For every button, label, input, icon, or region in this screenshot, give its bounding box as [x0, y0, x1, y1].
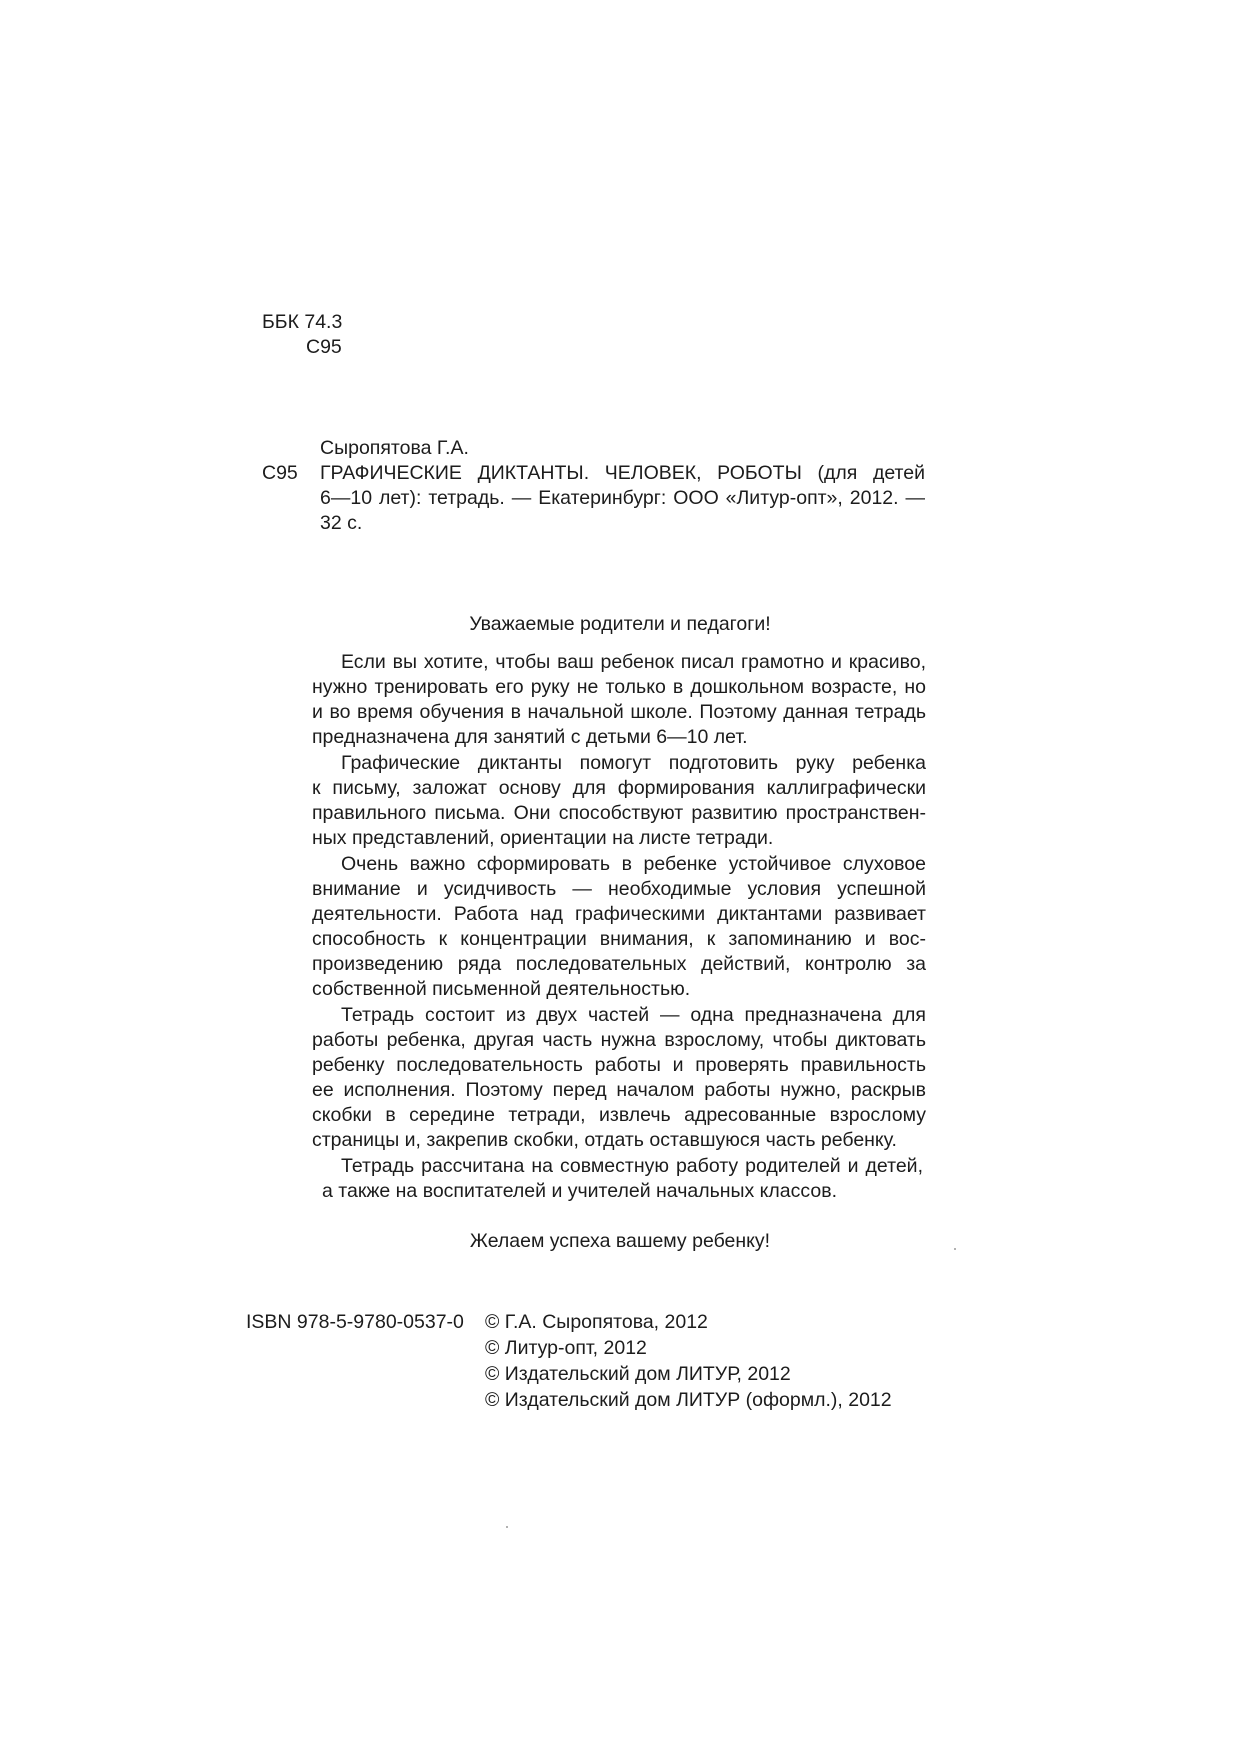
intro-line: собственной письменной деятельностью. — [312, 978, 691, 1000]
scan-speck — [506, 1526, 508, 1528]
intro-line: и во время обучения в начальной школе. Поэтому данная тетрадь — [312, 701, 926, 723]
intro-line: правильного письма. Они способствуют развитию пространствен- — [312, 802, 926, 824]
intro-line: нужно тренировать его руку не только в дошкольном возрасте, но — [312, 676, 926, 698]
catalog-author: Сыропятова Г.А. — [320, 437, 469, 459]
copyright-line: © Издательский дом ЛИТУР, 2012 — [485, 1363, 791, 1385]
intro-line: Графические диктанты помогут подготовить руку ребенка — [341, 752, 926, 774]
intro-line: Очень важно сформировать в ребенке устойчивое слуховое — [341, 853, 926, 875]
copyright-line: © Литур-опт, 2012 — [485, 1337, 647, 1359]
scan-speck — [954, 1248, 956, 1250]
intro-line: Тетрадь рассчитана на совместную работу родителей и детей, — [341, 1155, 923, 1177]
intro-line: Если вы хотите, чтобы ваш ребенок писал грамотно и красиво, — [341, 651, 926, 673]
intro-line: скобки в середине тетради, извлечь адресованные взрослому — [312, 1104, 926, 1126]
intro-line: способность к концентрации внимания, к запоминанию и вос- — [312, 928, 926, 950]
intro-line: Тетрадь состоит из двух частей — одна предназначена для — [341, 1004, 926, 1026]
closing-wish: Желаем успеха вашему ребенку! — [469, 1230, 771, 1252]
isbn: ISBN 978-5-9780-0537-0 — [246, 1311, 464, 1333]
intro-line: ее исполнения. Поэтому перед началом работы нужно, раскрыв — [312, 1079, 926, 1101]
author-mark: С95 — [262, 462, 298, 484]
intro-line: а также на воспитателей и учителей начальных классов. — [322, 1180, 837, 1202]
author-mark-top: С95 — [306, 336, 342, 358]
intro-line: деятельности. Работа над графическими диктантами развивает — [312, 903, 926, 925]
copyright-line: © Г.А. Сыропятова, 2012 — [485, 1311, 708, 1333]
bbk-index: ББК 74.3 — [262, 311, 343, 333]
intro-line: внимание и усидчивость — необходимые условия успешной — [312, 878, 926, 900]
catalog-entry-line: ГРАФИЧЕСКИЕ ДИКТАНТЫ. ЧЕЛОВЕК, РОБОТЫ (для детей — [320, 462, 925, 484]
catalog-entry-line: 6—10 лет): тетрадь. — Екатеринбург: ООО «Литур-опт», 2012. — — [320, 487, 925, 509]
intro-line: предназначена для занятий с детьми 6—10 лет. — [312, 726, 748, 748]
copyright-line: © Издательский дом ЛИТУР (оформл.), 2012 — [485, 1389, 892, 1411]
intro-line: к письму, заложат основу для формирования каллиграфически — [312, 777, 926, 799]
intro-line: страницы и, закрепив скобки, отдать оставшуюся часть ребенку. — [312, 1129, 897, 1151]
intro-heading: Уважаемые родители и педагоги! — [469, 613, 771, 635]
intro-line: ных представлений, ориентации на листе тетради. — [312, 827, 774, 849]
intro-line: работы ребенка, другая часть нужна взрослому, чтобы диктовать — [312, 1029, 926, 1051]
intro-line: ребенку последовательность работы и проверять правильность — [312, 1054, 926, 1076]
catalog-entry-line: 32 с. — [320, 512, 363, 534]
intro-line: произведению ряда последовательных действий, контролю за — [312, 953, 926, 975]
